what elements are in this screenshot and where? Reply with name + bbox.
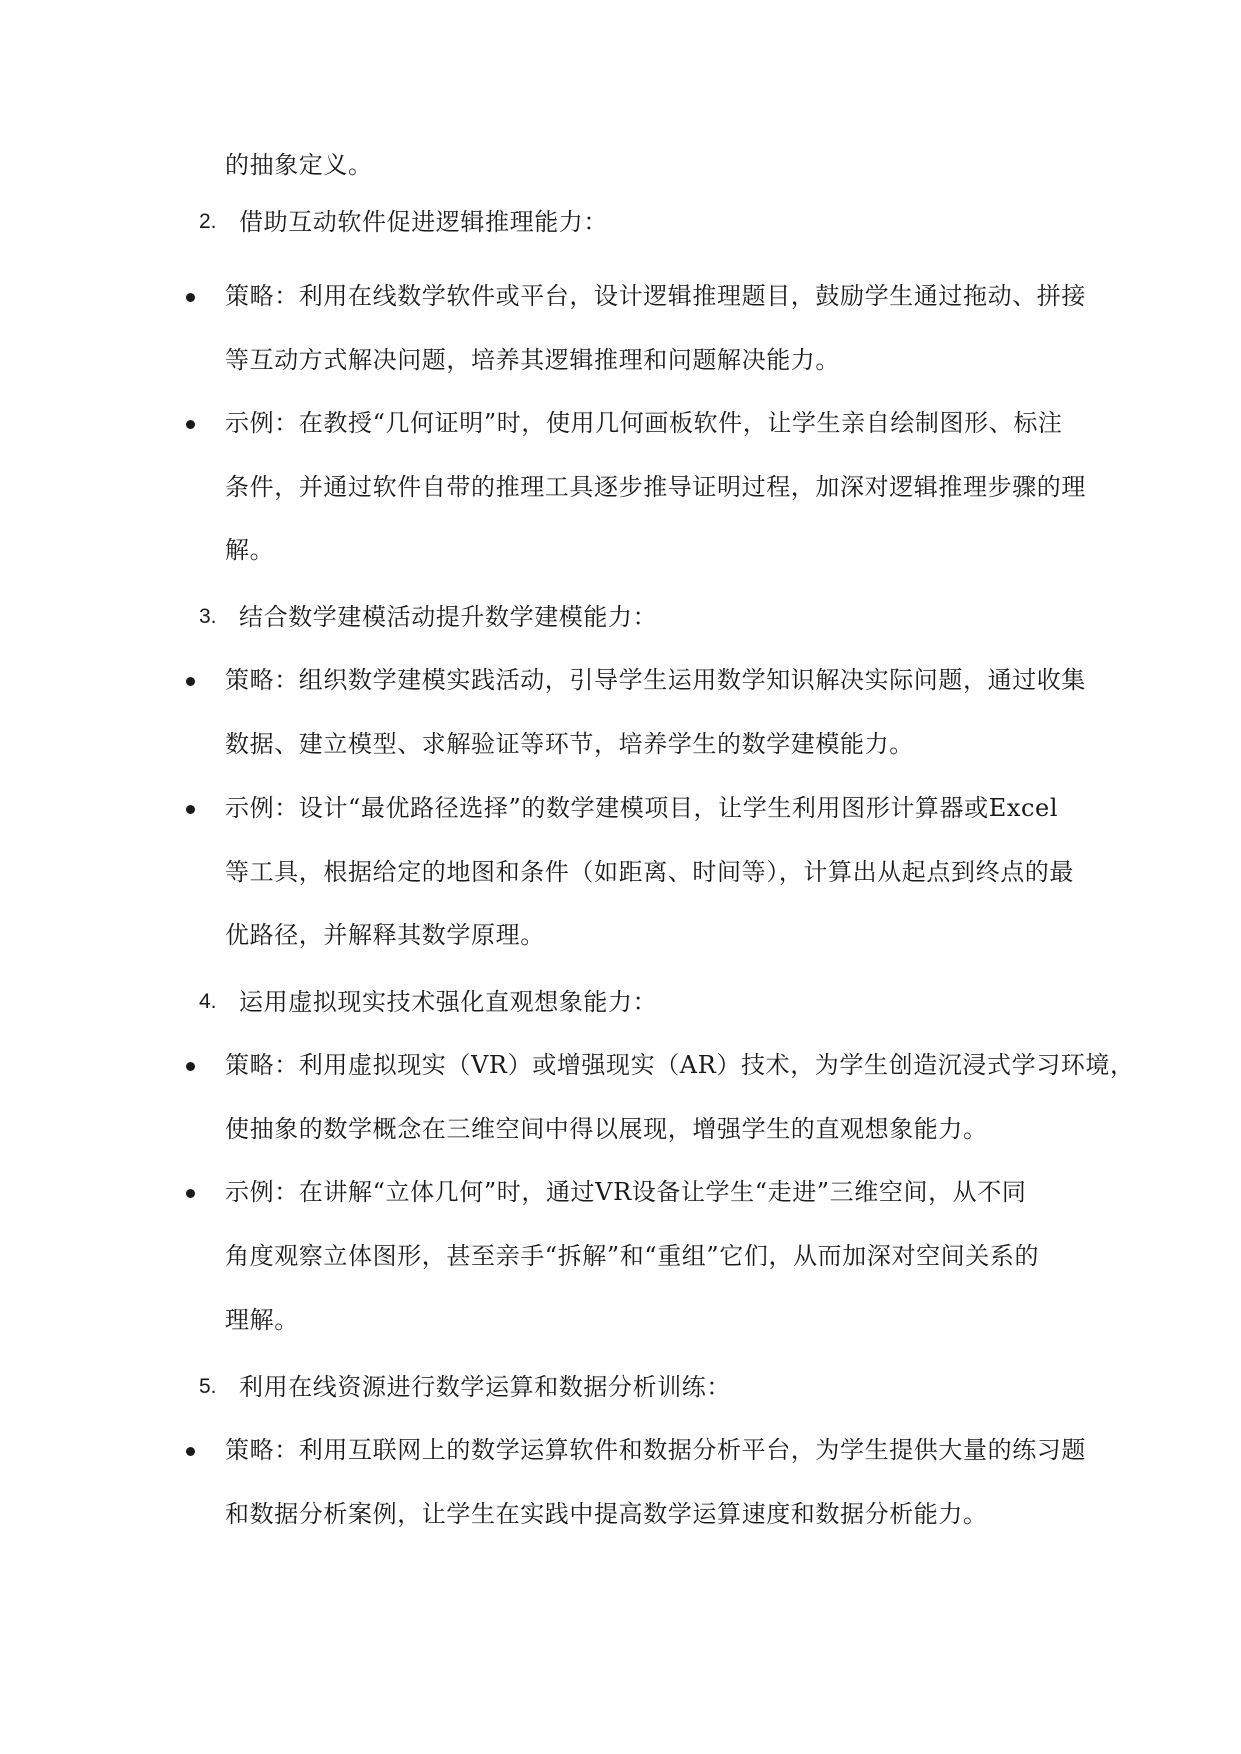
section-heading: 利用在线资源进行数学运算和数据分析训练： — [239, 1373, 731, 1401]
text-line: 策略：利用虚拟现实（VR）或增强现实（AR）技术，为学生创造沉浸式学习环境， — [225, 1051, 1135, 1079]
text-line: 使抽象的数学概念在三维空间中得以展现，增强学生的直观想象能力。 — [225, 1115, 988, 1143]
bullet-icon — [186, 1189, 195, 1198]
bullet-icon — [186, 677, 195, 686]
text-line: 策略：利用在线数学软件或平台，设计逻辑推理题目，鼓励学生通过拖动、拼接 — [225, 282, 1086, 310]
list-number: 2. — [199, 210, 217, 233]
text-line: 解。 — [225, 536, 275, 564]
text-line: 优路径，并解释其数学原理。 — [225, 921, 545, 949]
text-line: 策略：组织数学建模实践活动，引导学生运用数学知识解决实际问题，通过收集 — [225, 666, 1086, 694]
text-line: 和数据分析案例，让学生在实践中提高数学运算速度和数据分析能力。 — [225, 1500, 988, 1528]
section-heading: 借助互动软件促进逻辑推理能力： — [239, 208, 608, 236]
list-number: 3. — [199, 605, 217, 628]
text-line: 等互动方式解决问题，培养其逻辑推理和问题解决能力。 — [225, 346, 840, 374]
text-line: 理解。 — [225, 1306, 299, 1334]
section-heading: 运用虚拟现实技术强化直观想象能力： — [239, 988, 658, 1016]
bullet-icon — [186, 1062, 195, 1071]
text-line: 数据、建立模型、求解验证等环节，培养学生的数学建模能力。 — [225, 730, 914, 758]
list-number: 5. — [199, 1375, 217, 1398]
bullet-icon — [186, 1447, 195, 1456]
text-line: 条件，并通过软件自带的推理工具逐步推导证明过程，加深对逻辑推理步骤的理 — [225, 473, 1086, 501]
section-heading: 结合数学建模活动提升数学建模能力： — [239, 603, 658, 631]
list-number: 4. — [199, 990, 217, 1013]
text-line: 示例：在讲解“立体几何”时，通过VR设备让学生“走进”三维空间，从不同 — [225, 1178, 1027, 1206]
text-line: 示例：在教授“几何证明”时，使用几何画板软件，让学生亲自绘制图形、标注 — [225, 409, 1063, 437]
text-line: 角度观察立体图形，甚至亲手“拆解”和“重组”它们，从而加深对空间关系的 — [225, 1242, 1040, 1270]
bullet-icon — [186, 293, 195, 302]
text-line: 等工具，根据给定的地图和条件（如距离、时间等），计算出从起点到终点的最 — [225, 858, 1074, 886]
bullet-icon — [186, 420, 195, 429]
text-line: 的抽象定义。 — [225, 151, 373, 179]
bullet-icon — [186, 805, 195, 814]
text-line: 策略：利用互联网上的数学运算软件和数据分析平台，为学生提供大量的练习题 — [225, 1436, 1086, 1464]
text-line: 示例：设计“最优路径选择”的数学建模项目，让学生利用图形计算器或Excel — [225, 794, 1059, 822]
